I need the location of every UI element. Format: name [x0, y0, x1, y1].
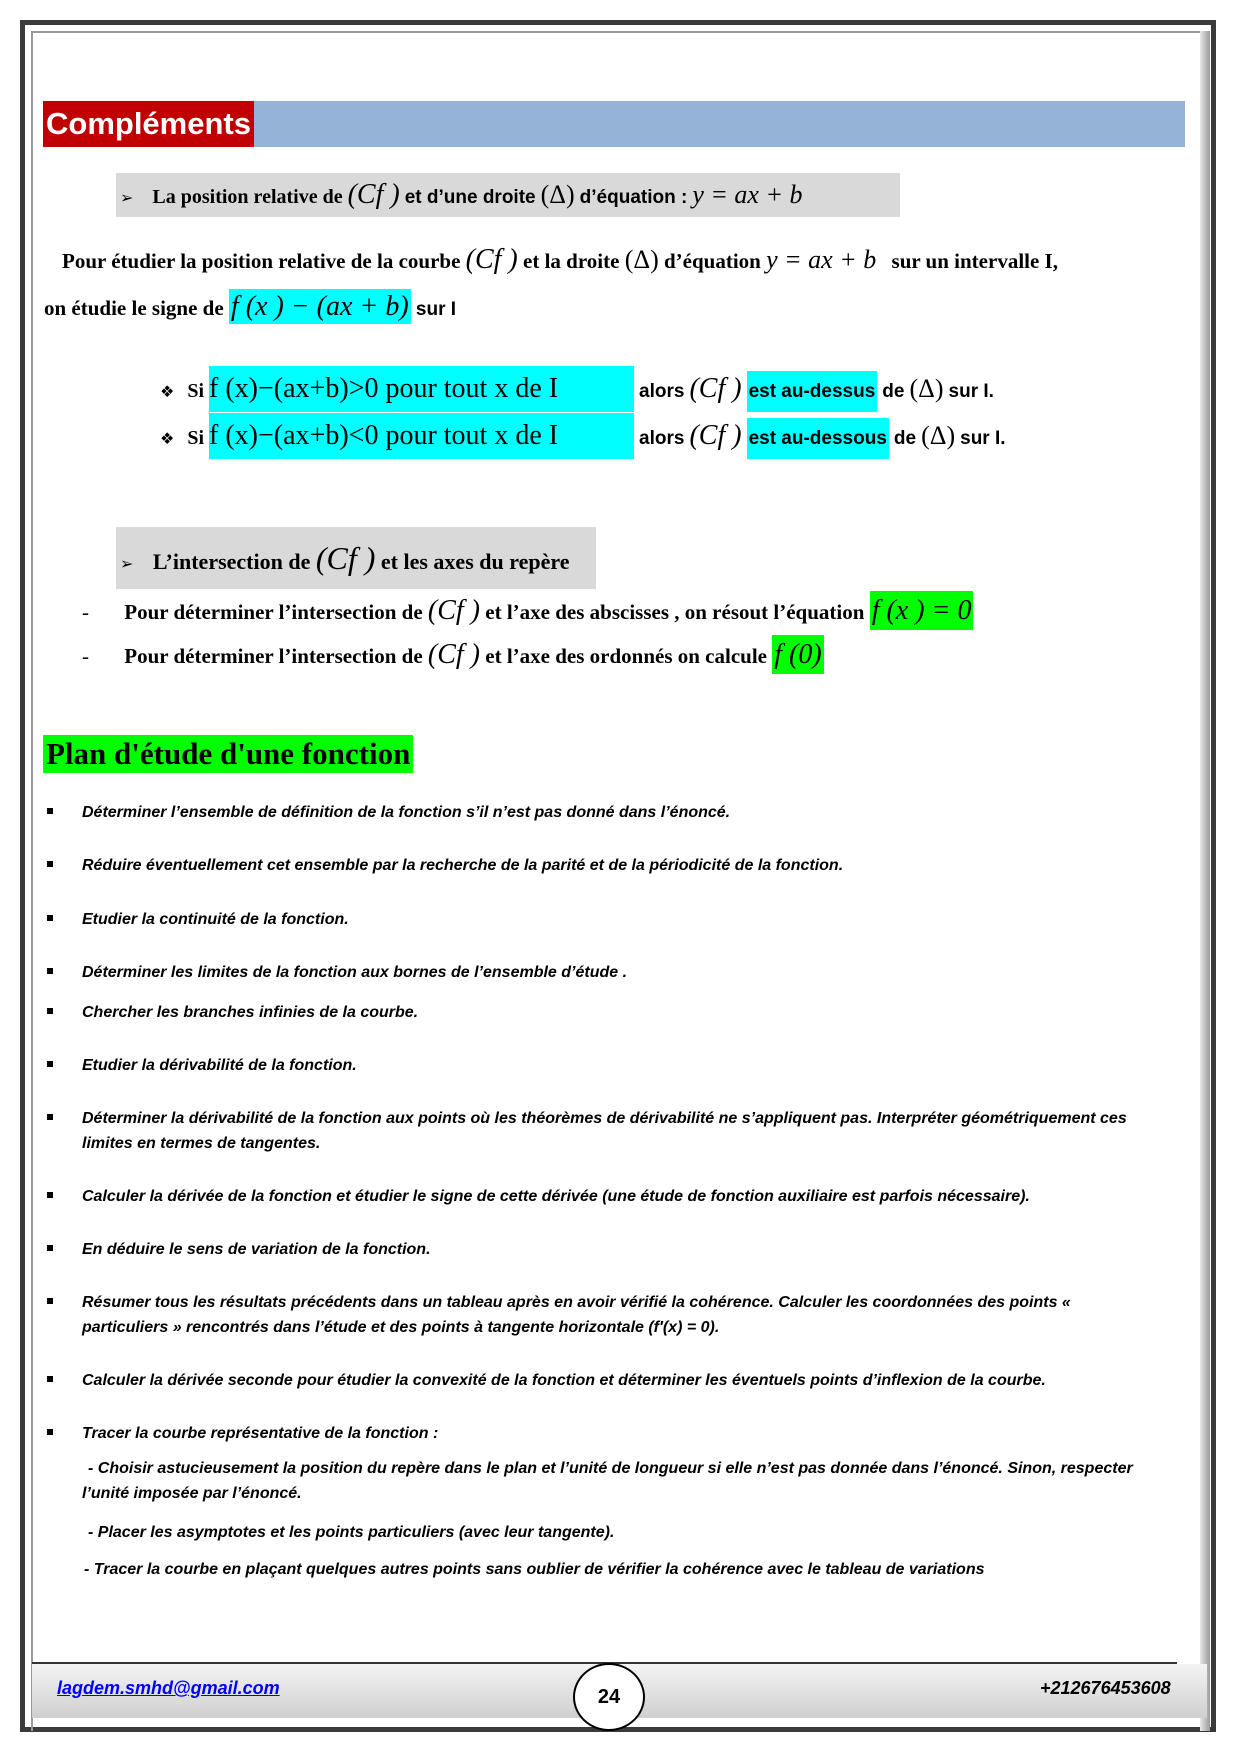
arrow-bullet-icon: ➢: [120, 188, 134, 207]
footer-email-link[interactable]: lagdem.smhd@gmail.com: [57, 1678, 280, 1698]
square-bullet-icon: [47, 1192, 53, 1198]
square-bullet-icon: [47, 1245, 53, 1251]
intersection-ordonnees: - Pour déterminer l’intersection de (Cf ) et l’axe des ordonnés on calcule f (0): [82, 633, 824, 677]
page-number: 24: [573, 1663, 645, 1731]
arrow-bullet-icon: ➢: [120, 554, 134, 573]
diamond-bullet-icon: ❖: [160, 382, 175, 401]
case-above: ❖ Si f (x)−(ax+b)>0 pour tout x de I alors (Cf ) est au-dessus de (Δ) sur I.: [160, 366, 994, 412]
position-paragraph-line1: Pour étudier la position relative de la courbe (Cf ) et la droite (Δ) d’équation y = ax + b sur un intervalle I,: [62, 244, 1058, 275]
footer-phone: +212676453608: [1040, 1678, 1171, 1698]
square-bullet-icon: [47, 1008, 53, 1014]
plan-title: Plan d'étude d'une fonction: [43, 735, 413, 773]
intersection-heading: ➢ L’intersection de (Cf ) et les axes du repère: [120, 540, 570, 576]
diamond-bullet-icon: ❖: [160, 429, 175, 448]
square-bullet-icon: [47, 915, 53, 921]
position-paragraph-line2: on étudie le signe de f (x ) − (ax + b) sur I: [44, 291, 457, 322]
square-bullet-icon: [47, 861, 53, 867]
square-bullet-icon: [47, 1061, 53, 1067]
square-bullet-icon: [47, 1376, 53, 1382]
square-bullet-icon: [47, 1298, 53, 1304]
square-bullet-icon: [47, 1429, 53, 1435]
square-bullet-icon: [47, 968, 53, 974]
page-shadow: [1200, 31, 1210, 1731]
case-below: ❖ Si f (x)−(ax+b)<0 pour tout x de I alors (Cf ) est au-dessous de (Δ) sur I.: [160, 413, 1006, 459]
square-bullet-icon: [47, 808, 53, 814]
square-bullet-icon: [47, 1114, 53, 1120]
intersection-abscisses: - Pour déterminer l’intersection de (Cf ) et l’axe des abscisses , on résout l’équation f (x ) = 0: [82, 589, 973, 633]
position-heading: ➢ La position relative de (Cf ) et d’une droite (Δ) d’équation : y = ax + b: [120, 179, 803, 210]
section-title-complements: Compléments: [43, 101, 254, 147]
